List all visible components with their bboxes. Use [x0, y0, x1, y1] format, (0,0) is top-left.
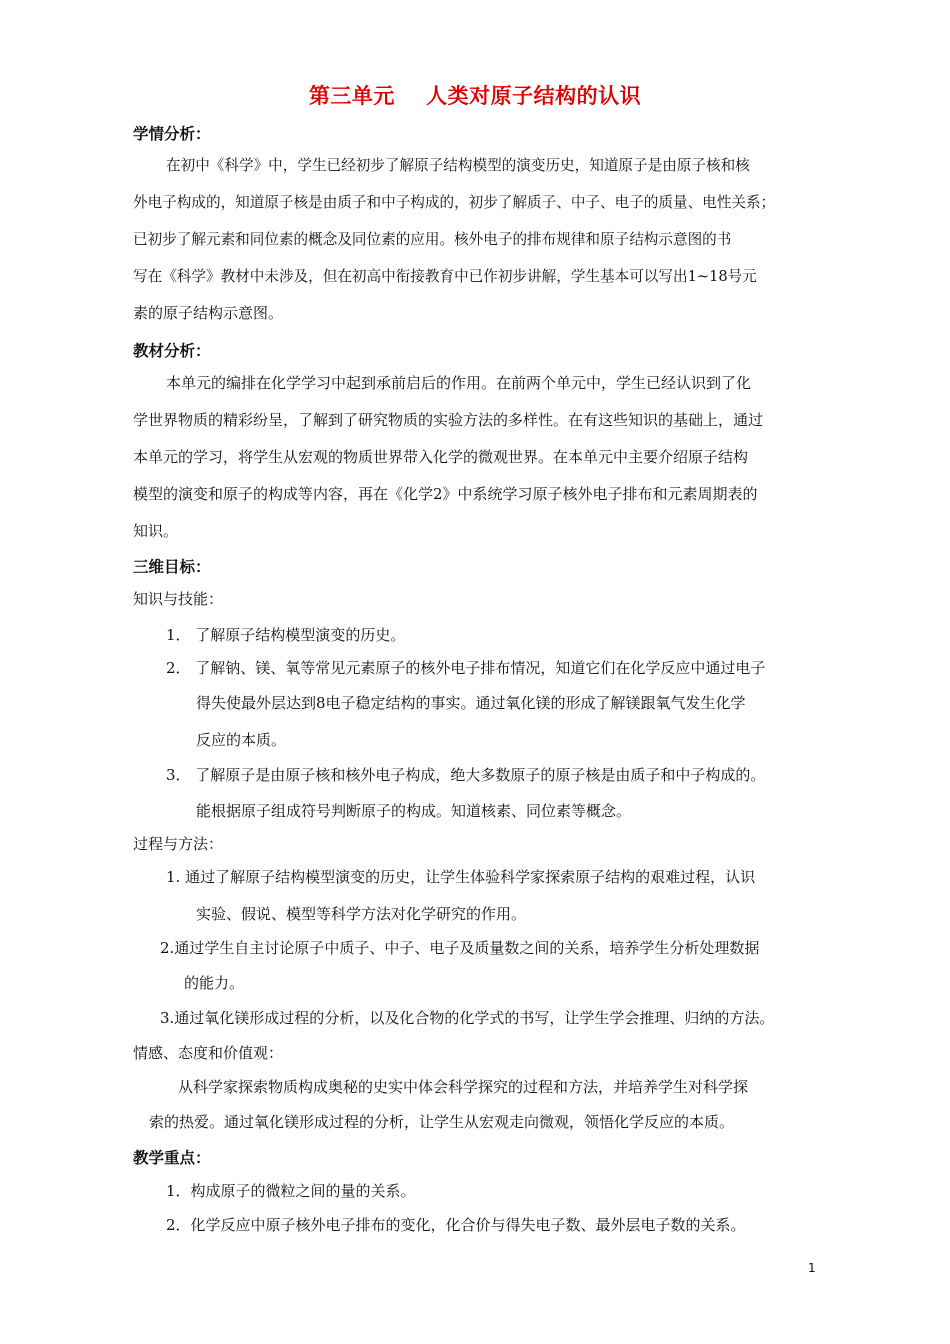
- list-item: 1. 通过了解原子结构模型演变的历史，让学生体验科学家探索原子结构的艰难过程，认识: [166, 868, 756, 886]
- paragraph-line: 写在《科学》教材中未涉及，但在初高中衔接教育中已作初步讲解，学生基本可以写出1~18号元: [133, 268, 757, 285]
- paragraph-line: 本单元的学习，将学生从宏观的物质世界带入化学的微观世界。在本单元中主要介绍原子结构: [133, 448, 749, 466]
- document-title: 第三单元 人类对原子结构的认识: [308, 84, 642, 108]
- list-item-continuation: 能根据原子组成符号判断原子的构成。知道核素、同位素等概念。: [196, 802, 632, 820]
- paragraph-line: 已初步了解元素和同位素的概念及同位素的应用。核外电子的排布规律和原子结构示意图的书: [133, 231, 732, 248]
- list-item-continuation: 反应的本质。: [196, 731, 287, 749]
- paragraph-line: 从科学家探索物质构成奥秘的史实中体会科学探究的过程和方法，并培养学生对科学探: [178, 1078, 749, 1096]
- paragraph-line: 学世界物质的精彩纷呈，了解到了研究物质的实验方法的多样性。在有这些知识的基础上，通过: [133, 411, 764, 429]
- list-item-continuation: 得失使最外层达到8电子稳定结构的事实。通过氧化镁的形成了解镁跟氧气发生化学: [196, 694, 746, 712]
- page-number: 1: [808, 1261, 816, 1275]
- heading-three-dimensional-goals: 三维目标：: [133, 558, 211, 576]
- paragraph-line: 索的热爱。通过氧化镁形成过程的分析，让学生从宏观走向微观，领悟化学反应的本质。: [149, 1113, 735, 1131]
- paragraph-line: 素的原子结构示意图。: [133, 304, 284, 322]
- list-item-continuation: 实验、假说、模型等科学方法对化学研究的作用。: [196, 905, 527, 923]
- paragraph-line: 外电子构成的，知道原子核是由质子和中子构成的，初步了解质子、中子、电子的质量、电性关系；: [133, 194, 776, 211]
- subheading-knowledge-skills: 知识与技能：: [133, 590, 224, 608]
- list-item: 3． 了解原子是由原子核和核外电子构成，绝大多数原子的原子核是由质子和中子构成的。: [166, 766, 766, 784]
- list-item-continuation: 的能力。: [184, 974, 245, 992]
- list-item: 1．构成原子的微粒之间的量的关系。: [166, 1182, 416, 1200]
- list-item: 3.通过氧化镁形成过程的分析，以及化合物的化学式的书写，让学生学会推理、归纳的方法。: [160, 1009, 775, 1027]
- paragraph-line: 在初中《科学》中，学生已经初步了解原子结构模型的演变历史，知道原子是由原子核和核: [166, 157, 750, 174]
- heading-learner-analysis: 学情分析：: [133, 125, 211, 143]
- list-item: 1． 了解原子结构模型演变的历史。: [166, 626, 406, 644]
- heading-teaching-keypoints: 教学重点：: [133, 1149, 211, 1167]
- paragraph-line: 本单元的编排在化学学习中起到承前启后的作用。在前两个单元中，学生已经认识到了化: [166, 374, 752, 392]
- list-item: 2．化学反应中原子核外电子排布的变化，化合价与得失电子数、最外层电子数的关系。: [166, 1216, 746, 1234]
- paragraph-line: 模型的演变和原子的构成等内容，再在《化学2》中系统学习原子核外电子排布和元素周期表的: [133, 485, 758, 503]
- subheading-process-methods: 过程与方法：: [133, 835, 224, 853]
- paragraph-line: 知识。: [133, 522, 179, 540]
- subheading-attitudes-values: 情感、态度和价值观：: [133, 1044, 284, 1062]
- list-item: 2.通过学生自主讨论原子中质子、中子、电子及质量数之间的关系，培养学生分析处理数据: [160, 939, 760, 957]
- list-item: 2． 了解钠、镁、氧等常见元素原子的核外电子排布情况，知道它们在化学反应中通过电子: [166, 659, 766, 677]
- heading-textbook-analysis: 教材分析：: [133, 342, 211, 360]
